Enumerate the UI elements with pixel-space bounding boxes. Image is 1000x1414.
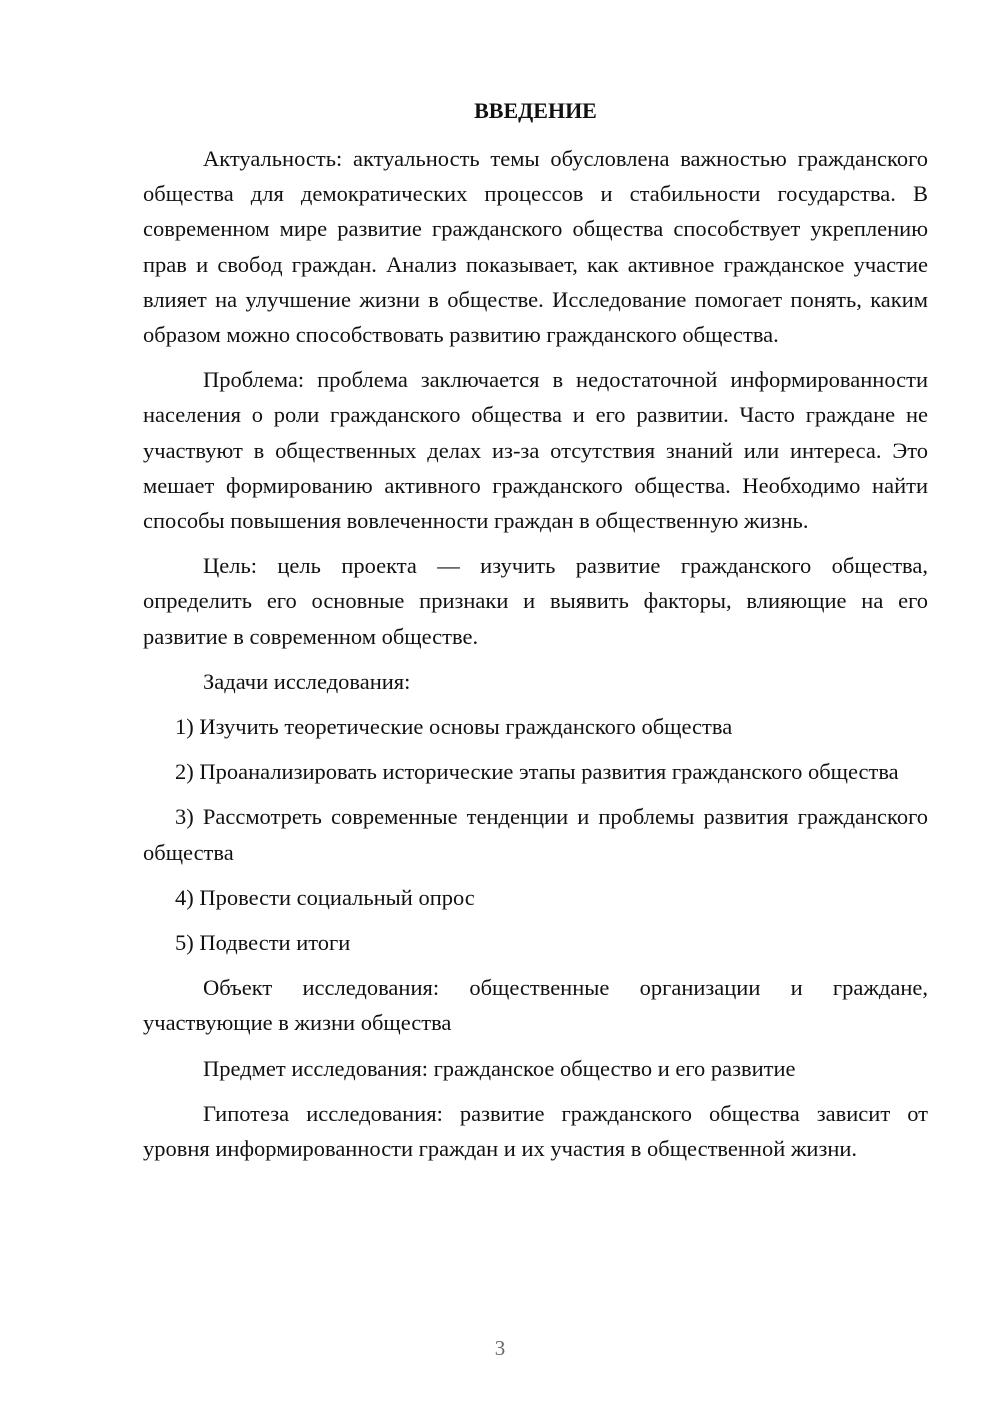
- paragraph-tasks-heading: Задачи исследования:: [203, 668, 411, 694]
- paragraph-goal: Цель: цель проекта — изучить развитие гражданского общества, определить его основные признаки и выявить факторы, влияющие на его развитие в современном обществе.: [143, 553, 928, 649]
- page-number: 3: [494, 1336, 506, 1360]
- task-item-5: 5) Подвести итоги: [175, 930, 351, 956]
- paragraph-subject: Предмет исследования: гражданское общество и его развитие: [203, 1055, 796, 1081]
- paragraph-problem: Проблема: проблема заключается в недостаточной информированности населения о роли гражданского общества и его развитии. Часто граждане не участвуют в общественных делах из-за отсутствия знаний или интереса. Это мешает формированию активного гражданского общества. Необходимо найти способы повышения вовлеченности граждан в общественную жизнь.: [143, 367, 928, 534]
- task-item-2: 2) Проанализировать исторические этапы развития гражданского общества: [175, 759, 899, 785]
- paragraph-relevance: Актуальность: актуальность темы обусловлена важностью гражданского общества для демократических процессов и стабильности государства. В современном мире развитие гражданского общества способствует укреплению прав и свобод граждан. Анализ показывает, как активное гражданское участие влияет на улучшение жизни в обществе. Исследование помогает понять, каким образом можно способствовать развитию гражданского общества.: [143, 146, 928, 348]
- paragraph-hypothesis: Гипотеза исследования: развитие гражданского общества зависит от уровня информированности граждан и их участия в общественной жизни.: [143, 1100, 928, 1162]
- task-item-3: 3) Рассмотреть современные тенденции и проблемы развития гражданского общества: [143, 804, 928, 865]
- task-item-4: 4) Провести социальный опрос: [175, 884, 475, 910]
- section-title: ВВЕДЕНИЕ: [474, 98, 597, 123]
- document-body: [143, 141, 928, 1176]
- task-item-1: 1) Изучить теоретические основы гражданского общества: [175, 714, 733, 740]
- paragraph-object: Объект исследования: общественные организации и граждане, участвующие в жизни общества: [143, 975, 928, 1036]
